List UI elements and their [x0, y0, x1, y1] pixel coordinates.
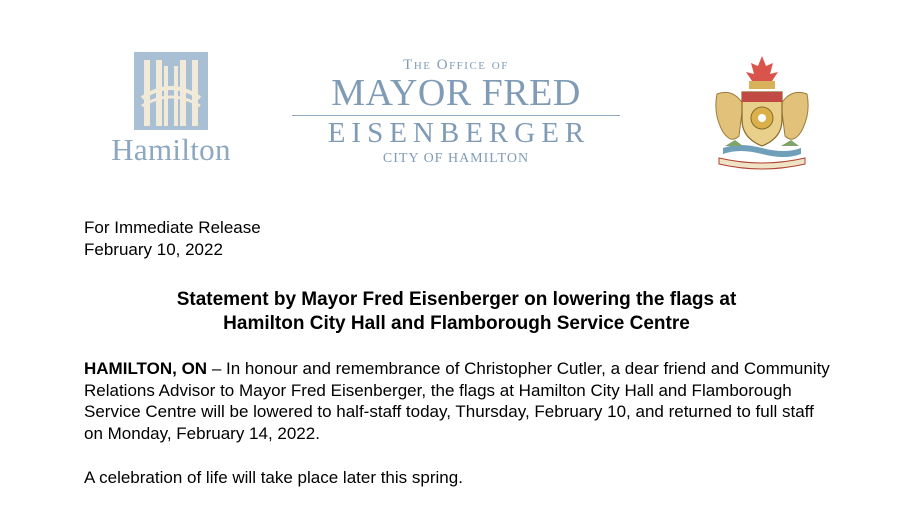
dateline: HAMILTON, ON: [84, 359, 208, 378]
release-date: February 10, 2022: [84, 239, 223, 259]
statement-headline: [84, 288, 829, 336]
hamilton-city-logo: [98, 52, 244, 170]
body-paragraph-1: [84, 358, 834, 444]
office-line-2: MAYOR FRED: [331, 72, 581, 114]
hamilton-logo-wordmark: Hamilton: [111, 132, 231, 167]
release-info: [84, 217, 261, 260]
paragraph-1-text: – In honour and remembrance of Christopher Cutler, a dear friend and Community Relations Advisor to Mayor Fred Eisenberger, the flags at Hamilton City Hall and Flamborough Service Centre will be lowered to half-staff today, Thursday, February 10, and returned to full staff on Monday, February 14, 2022.: [84, 359, 830, 443]
office-divider: [292, 115, 620, 116]
mayor-office-wordmark: [292, 56, 620, 168]
office-line-4: CITY OF HAMILTON: [382, 151, 530, 166]
coat-of-arms-icon: [709, 54, 815, 170]
city-coat-of-arms: [709, 54, 815, 175]
hamilton-h-mark-icon: [134, 52, 208, 130]
body-paragraph-2: A celebration of life will take place later this spring.: [84, 468, 463, 487]
release-type: For Immediate Release: [84, 218, 261, 237]
headline-line-2: Hamilton City Hall and Flamborough Service Centre: [223, 313, 690, 334]
office-line-1: The Office of: [403, 57, 509, 73]
office-line-3: EISENBERGER: [327, 117, 591, 149]
headline-line-1: Statement by Mayor Fred Eisenberger on lowering the flags at: [176, 289, 737, 310]
